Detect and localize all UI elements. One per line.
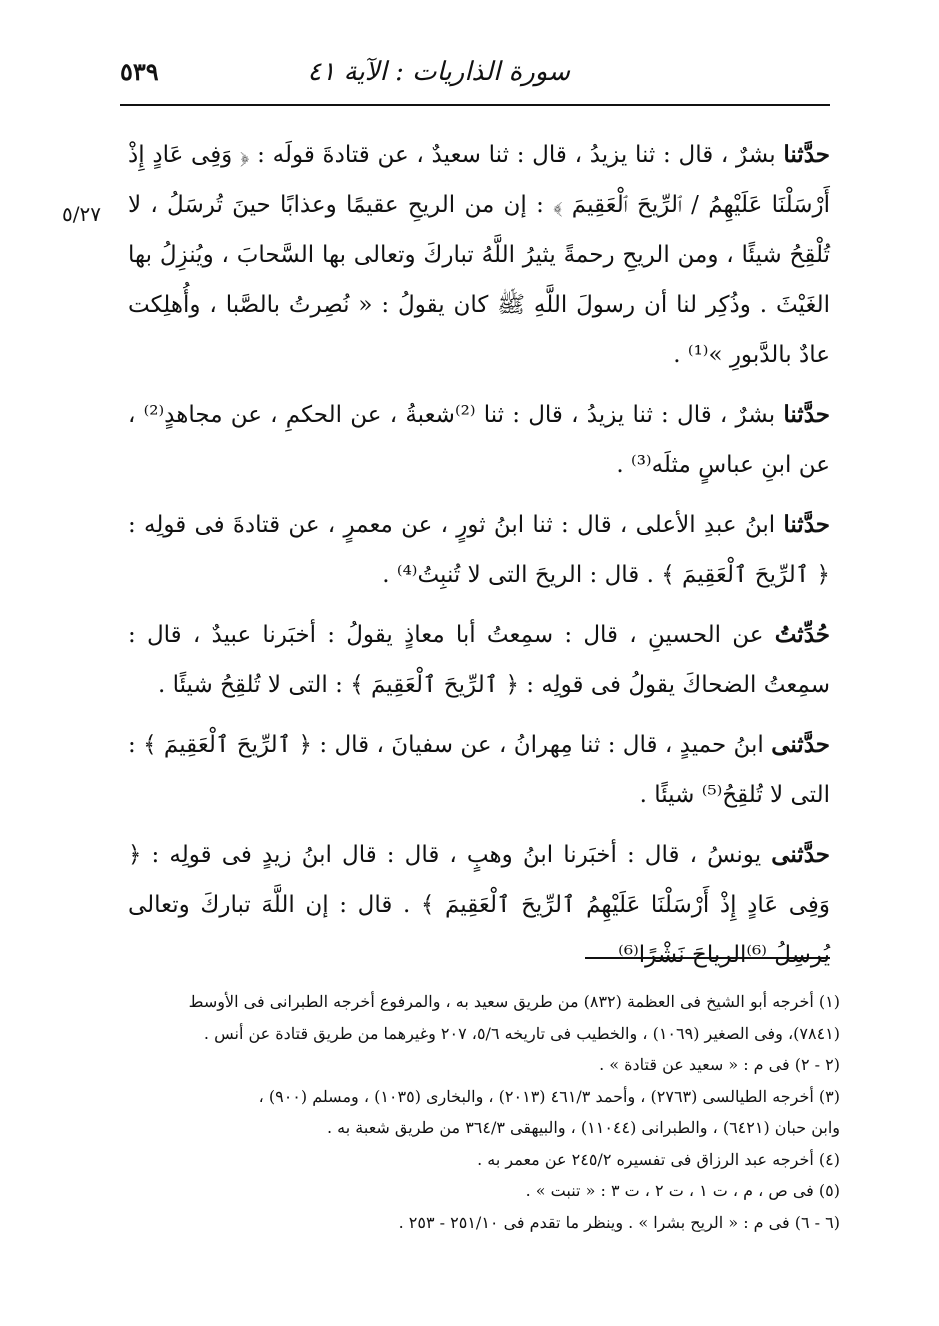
main-text — [128, 130, 830, 990]
text-line: بشرٌ ، قال : ثنا يزيدُ ، قال : ثنا سعيدٌ ، عن قتادةَ قولَه : ﴿ وَفِى عَادٍ إِذْ أَرْسَلْنَا — [128, 142, 830, 218]
text-line: ﴿ ٱلرِّيحَ ٱلْعَقِيمَ ﴾ . قال : الريحَ التى لا تُنبِتُ⁽⁴⁾ . — [382, 562, 830, 588]
footnote-line: (٢ - ٢) فى م : « سعيد عن قتادة » . — [599, 1055, 840, 1074]
footnote-line: (٤) أخرجه عبد الرزاق فى تفسيره ٢٤٥/٢ عن معمر به . — [477, 1149, 840, 1169]
running-title: سورة الذاريات : الآية ٤١ — [307, 57, 570, 87]
text-line: الضحاكَ يقولُ فى قولِه : ﴿ ٱلرِّيحَ ٱلْعَقِيمَ ﴾ : التى لا تُلقِحُ شيئًا . — [157, 672, 757, 698]
narration-lead: حدَّثنا — [783, 141, 830, 168]
footnote-line: (١) أخرجه أبو الشيخ فى العظمة (٨٣٢) من طريق سعيد به ، والمرفوع أخرجه الطبرانى فى الأوسط — [188, 992, 840, 1011]
footnote-line: (٣) أخرجه الطيالسى (٢٧٦٣) ، وأحمد ٤٦١/٣ (٢٠١٣) ، والبخارى (١٠٣٥) ، ومسلم (٩٠٠) ، — [258, 1086, 840, 1106]
footnote-rule — [585, 957, 830, 959]
footnote-line: وابن حبان (٦٤٢١) ، والطبرانى (١١٠٤٤) ، والبيهقى ٣٦٤/٣ من طريق شعبة به . — [327, 1118, 840, 1137]
narration-lead: حدَّثنى — [771, 841, 830, 868]
header-rule — [120, 104, 830, 106]
footnote-line: (٧٨٤١)، وفى الصغير (١٠٦٩) ، والخطيب فى تاريخه ٥/٦، ٢٠٧ وغيرهما من طريق قتادة عن أنس . — [203, 1023, 840, 1043]
text-line: عن الحسينِ ، قال : سمِعتُ أبا معاذٍ يقولُ : أخبَرنا عبيدٌ ، قال : سمِعتُ — [128, 622, 830, 698]
text-line: الريحِ رحمةً يثيرُ اللَّهُ تباركَ وتعالى بها السَّحابَ ، ويُنزِلُ بها الغَيْثَ . وذُكِر لنا أن — [128, 242, 830, 318]
paragraph — [128, 500, 830, 600]
narration-lead: حدَّثنا — [783, 401, 830, 428]
page-header — [120, 55, 830, 95]
text-line: يونسُ ، قال : أخبَرنا ابنُ وهبٍ ، قال : قال ابنُ زيدٍ فى قولِه : ﴿ وَفِى عَادٍ — [128, 842, 831, 918]
margin-reference: ٥/٢٧ — [62, 202, 101, 226]
narration-lead: حُدِّثتُ — [774, 621, 830, 648]
text-line: عَلَيْهِمُ / ٱلرِّيحَ ٱلْعَقِيمَ ﴾ : إن من الريحِ عقيمًا وعذابًا حينَ تُرسَلُ ، لا تُلْقِحُ شيئًا ، ومن — [128, 192, 831, 268]
text-line: بشرٌ ، قال : ثنا يزيدُ ، قال : ثنا ⁽²⁾شعبةُ ، عن الحكمِ ، عن مجاهدٍ⁽²⁾ ، عن — [128, 402, 830, 478]
paragraph — [128, 130, 830, 380]
text-line: إِذْ أَرْسَلْنَا عَلَيْهِمُ ٱلرِّيحَ ٱلْعَقِيمَ ﴾ . قال : إن اللَّهَ تباركَ وتعالى يُرسِلُ ⁽⁶⁾الرياحَ نَشْرًا⁽⁶⁾ — [128, 892, 830, 968]
text-line: ابنُ عبدِ الأعلى ، قال : ثنا ابنُ ثورٍ ، عن معمرٍ ، عن قتادةَ فى قولِه : — [128, 512, 784, 538]
footnote-line: (٥) فى ص ، م ، ت ١ ، ت ٢ ، ت ٣ : « تنبت » . — [525, 1181, 840, 1200]
paragraph — [128, 720, 830, 820]
footnotes — [128, 986, 840, 1238]
text-line: التى لا تُلقِحُ⁽⁵⁾ شيئًا . — [639, 782, 830, 808]
text-line: رسولَ اللَّهِ ﷺ كان يقولُ : « نُصِرتُ بالصَّبا ، وأُهلِكت عادٌ بالدَّبورِ »⁽¹⁾ . — [128, 292, 830, 368]
page-number: ٥٣٩ — [120, 57, 159, 86]
narration-lead: حدَّثنا — [783, 511, 830, 538]
text-line: ابنُ حميدٍ ، قال : ثنا مِهرانُ ، عن سفيانَ ، قال : ﴿ ٱلرِّيحَ ٱلْعَقِيمَ ﴾ : — [128, 732, 772, 758]
paragraph — [128, 390, 830, 490]
paragraph — [128, 610, 830, 710]
text-line: ابنِ عباسٍ مثلَه⁽³⁾ . — [616, 452, 792, 478]
footnote-line: (٦ - ٦) فى م : « الريح بشرا » . وينظر ما تقدم فى ٢٥١/١٠ - ٢٥٣ . — [398, 1212, 840, 1232]
narration-lead: حدَّثنى — [771, 731, 830, 758]
